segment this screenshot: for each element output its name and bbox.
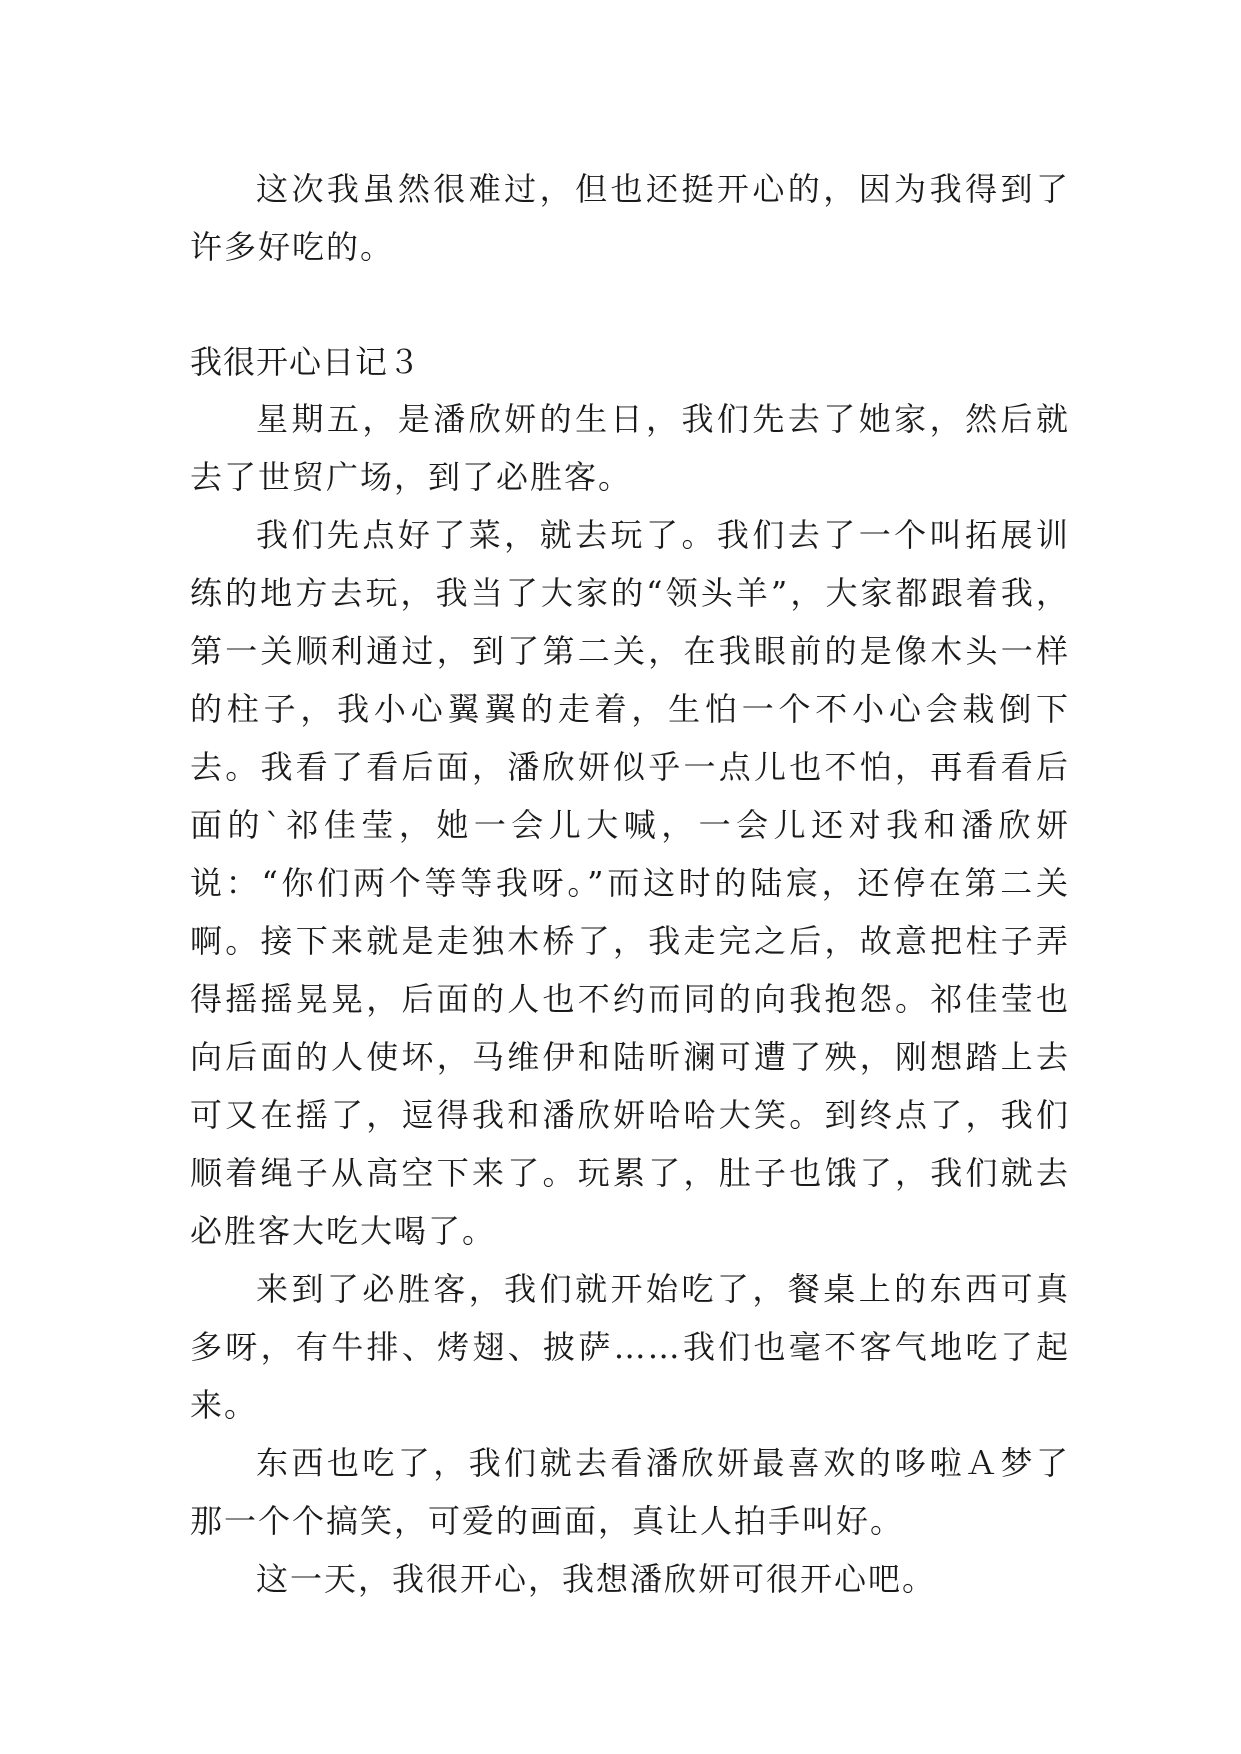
body-paragraph: 来到了必胜客，我们就开始吃了，餐桌上的东西可真多呀，有牛排、烤翅、披萨……我们也毫不客气地吃了起来。 <box>190 1270 1070 1424</box>
body-paragraph: 这一天，我很开心，我想潘欣妍可很开心吧。 <box>256 1560 937 1598</box>
body-paragraph: 星期五，是潘欣妍的生日，我们先去了她家，然后就去了世贸广场，到了必胜客。 <box>190 400 1070 496</box>
section-title: 我很开心日记３ <box>190 343 422 381</box>
body-paragraph: 我们先点好了菜，就去玩了。我们去了一个叫拓展训练的地方去玩，我当了大家的“领头羊”，大家都跟着我，第一关顺利通过，到了第二关，在我眼前的是像木头一样的柱子，我小心翼翼的走着，生怕一个不小心会栽倒下去。我看了看后面，潘欣妍似乎一点儿也不怕，再看看后面的`祁佳莹，她一会儿大喊，一会儿还对我和潘欣妍说：“你们两个等等我呀。”而这时的陆宸，还停在第二关啊。接下来就是走独木桥了，我走完之后，故意把柱子弄得摇摇晃晃，后面的人也不约而同的向我抱怨。祁佳莹也向后面的人使坏，马维伊和陆昕澜可遭了殃，刚想踏上去可又在摇了，逗得我和潘欣妍哈哈大笑。到终点了，我们顺着绳子从高空下来了。玩累了，肚子也饿了，我们就去必胜客大吃大喝了。 <box>190 516 1070 1250</box>
intro-paragraph: 这次我虽然很难过，但也还挺开心的，因为我得到了许多好吃的。 <box>190 170 1070 266</box>
intro-block <box>190 160 1070 276</box>
diary-body <box>190 390 1070 1608</box>
body-paragraph: 东西也吃了，我们就去看潘欣妍最喜欢的哆啦Ａ梦了那一个个搞笑，可爱的画面，真让人拍手叫好。 <box>190 1444 1070 1540</box>
